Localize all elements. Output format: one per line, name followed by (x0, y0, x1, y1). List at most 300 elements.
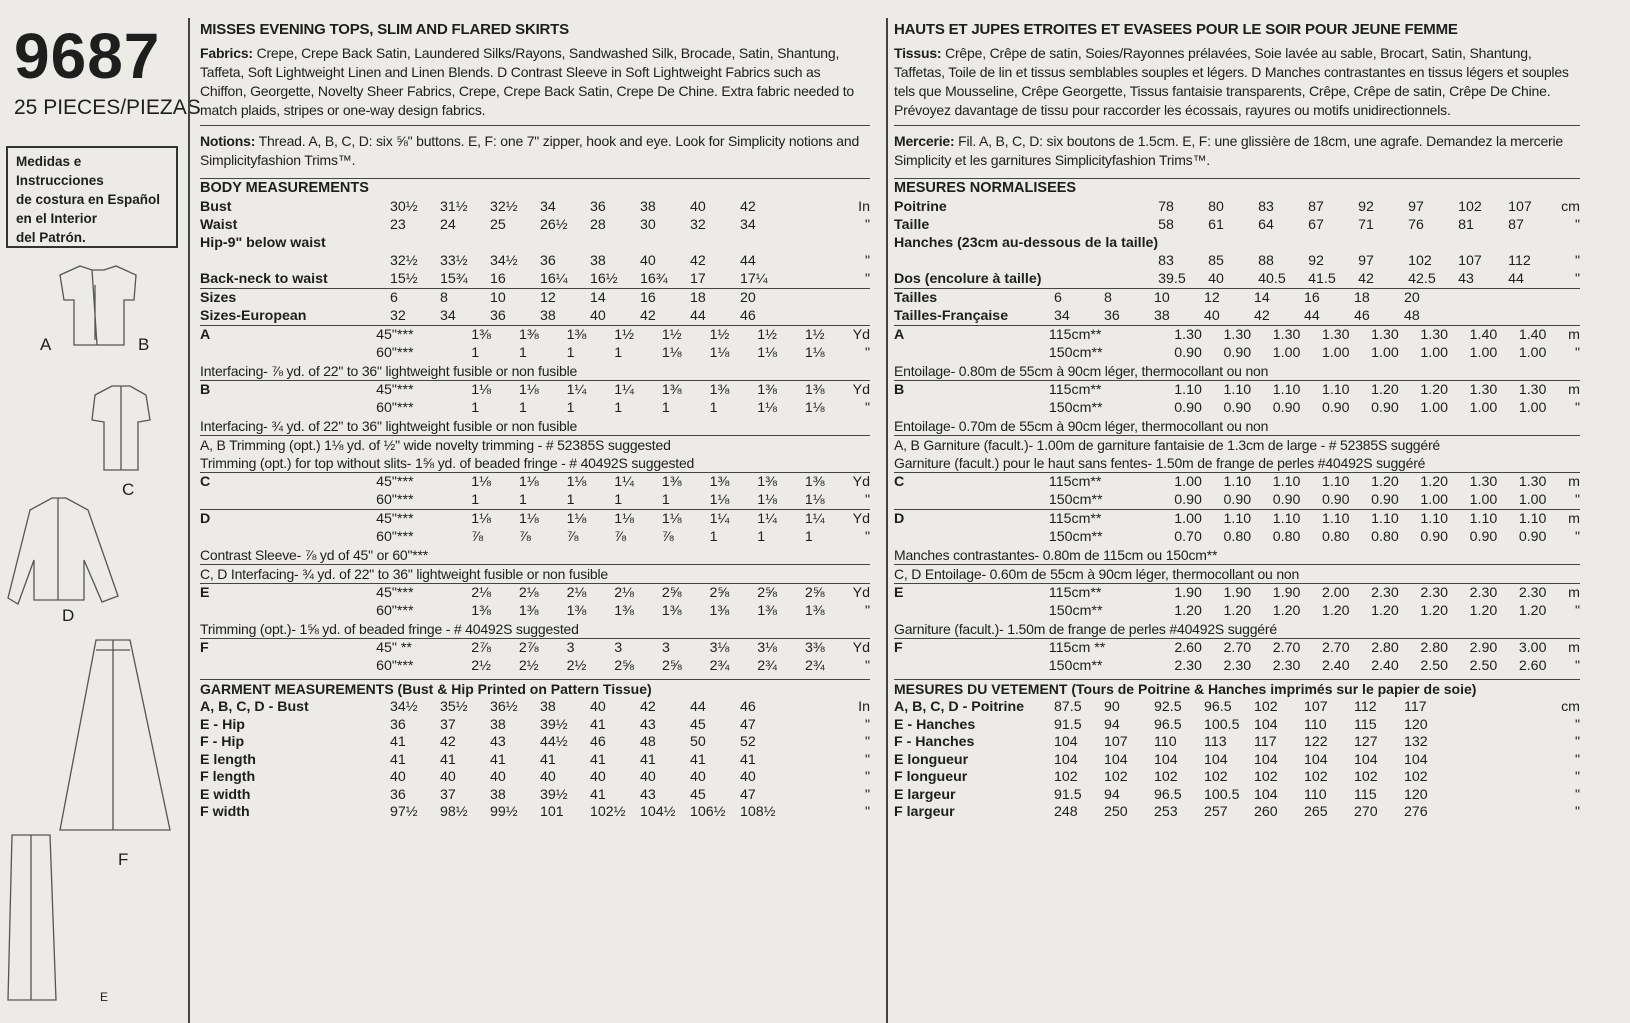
table-cell: 94 (1104, 786, 1120, 803)
table-row (894, 399, 1580, 417)
view-d-illustration (8, 498, 118, 604)
table-cell: 16¼ (540, 271, 568, 287)
row-label: Poitrine (894, 199, 947, 215)
unit-cell: " (1574, 658, 1580, 674)
table-cell: 44 (1508, 271, 1524, 287)
table-cell: 40.5 (1258, 271, 1286, 287)
table-cell: 3 (614, 640, 623, 656)
row-label: F width (200, 804, 250, 820)
table-cell: 1.00 (1518, 345, 1547, 361)
figure-label-b: B (138, 335, 150, 354)
table-cell: 1.20 (1371, 603, 1399, 619)
table-cell: 107 (1104, 734, 1128, 750)
table-cell: 20 (740, 290, 756, 306)
table-cell: 16½ (590, 271, 618, 287)
width-label: 150cm** (1048, 658, 1103, 674)
english-title: MISSES EVENING TOPS, SLIM AND FLARED SKIRTS (200, 21, 569, 38)
unit-cell: In (858, 199, 870, 215)
unit-cell: " (1574, 253, 1580, 269)
table-cell: 0.90 (1272, 492, 1301, 508)
table-cell: 31½ (440, 199, 468, 215)
table-cell: 1.10 (1420, 511, 1449, 527)
table-cell: 1.00 (1469, 345, 1498, 361)
table-cell: 40 (490, 769, 506, 785)
table-cell: 2.50 (1469, 658, 1498, 674)
table-cell: 45 (690, 786, 706, 803)
table-cell: 106½ (690, 804, 726, 820)
pattern-number: 9687 (14, 20, 161, 92)
table-row (200, 584, 870, 603)
table-cell: 1.20 (1518, 603, 1547, 619)
table-cell: 102½ (590, 804, 626, 820)
table-cell: 2⅝ (804, 585, 825, 601)
table-cell: 1.30 (1518, 474, 1547, 490)
table-cell: 113 (1204, 734, 1227, 750)
width-label: 45"*** (376, 474, 414, 490)
table-cell: 34 (740, 217, 756, 233)
table-cell: 18 (1354, 290, 1370, 306)
row-label (200, 344, 376, 362)
table-cell: 6 (390, 290, 398, 306)
table-cell: 1⅛ (804, 345, 825, 361)
table-cell: 112 (1354, 699, 1377, 715)
spanish-line: de costura en Español (16, 192, 161, 207)
table-cell: 2.90 (1469, 640, 1498, 656)
table-cell: 1.40 (1469, 327, 1498, 343)
table-cell: 2⅝ (661, 658, 682, 674)
table-cell: 120 (1404, 716, 1428, 733)
table-cell: 40 (540, 769, 556, 785)
table-cell: 91.5 (1054, 716, 1082, 733)
measurement-table (200, 325, 870, 362)
width-label: 60"*** (376, 492, 414, 508)
figure-label-c: C (122, 480, 135, 499)
unit-cell: " (1574, 769, 1580, 785)
center-divider (886, 18, 888, 1023)
row-label: Bust (200, 199, 232, 215)
table-cell: 1⅛ (471, 511, 492, 527)
table-cell: 2⅝ (614, 658, 634, 674)
table-cell: 43 (490, 734, 506, 750)
table-row (200, 657, 870, 675)
table-cell: ⅞ (661, 529, 674, 545)
table-cell: 265 (1304, 804, 1328, 820)
table-cell: 1.10 (1371, 511, 1399, 527)
unit-cell: " (1574, 529, 1580, 545)
table-cell: 1 (566, 492, 575, 508)
width-label: 150cm** (1048, 529, 1103, 545)
table-cell: 0.80 (1223, 529, 1252, 545)
table-cell: 1⅜ (709, 603, 730, 619)
measurement-table (894, 380, 1580, 417)
row-label (894, 399, 1049, 417)
table-cell: 2⅞ (518, 640, 539, 656)
table-cell: 1 (566, 400, 575, 416)
table-cell: 1⅛ (804, 400, 825, 416)
table-cell (440, 234, 490, 252)
table-cell: 44 (740, 253, 756, 269)
table-cell: 35½ (440, 699, 468, 715)
table-cell: 104 (1104, 751, 1128, 768)
table-row (200, 399, 870, 417)
table-cell: 1⅛ (471, 382, 492, 398)
table-cell: 88 (1258, 253, 1274, 269)
table-cell: 41 (390, 751, 406, 768)
table-cell: 10 (490, 290, 506, 306)
table-cell: 24 (440, 217, 456, 233)
table-cell: 1½ (614, 327, 634, 343)
table-cell: 1⅜ (757, 382, 777, 398)
table-cell: 102 (1204, 769, 1228, 785)
table-cell: 1.10 (1469, 511, 1498, 527)
unit-cell: " (1574, 345, 1580, 361)
table-cell: 34½ (390, 699, 418, 715)
width-label: 115cm ** (1048, 640, 1106, 656)
table-cell: 32 (690, 217, 706, 233)
table-cell: 1⅛ (709, 492, 730, 508)
table-row (200, 787, 870, 805)
table-cell (390, 234, 440, 252)
table-cell: 102 (1354, 769, 1378, 785)
table-cell: 36 (1104, 308, 1120, 324)
table-cell: 83 (1258, 199, 1274, 215)
table-row (200, 639, 870, 658)
table-cell: 12 (1204, 290, 1220, 306)
table-cell: 94 (1104, 716, 1120, 733)
table-cell: 42 (440, 734, 456, 750)
measurement-table (200, 699, 870, 822)
table-cell: 87 (1308, 199, 1324, 215)
table-cell: 0.90 (1469, 529, 1498, 545)
table-cell: 1 (518, 345, 527, 361)
table-cell: 41 (590, 786, 606, 803)
table-cell (490, 234, 540, 252)
row-label (200, 252, 390, 270)
table-cell: 0.90 (1174, 400, 1202, 416)
table-cell: 41 (640, 751, 656, 768)
table-row (894, 752, 1580, 770)
table-cell: 90 (1104, 699, 1120, 715)
yardage-note: Interfacing- ⅞ yd. of 22" to 36" lightweight fusible or non fusible (200, 363, 578, 379)
unit-cell: " (864, 658, 870, 674)
table-row (894, 734, 1580, 752)
table-cell: 0.90 (1371, 492, 1399, 508)
table-cell: 97 (1358, 253, 1374, 269)
table-cell: 0.90 (1174, 345, 1202, 361)
row-label (200, 602, 376, 620)
table-cell: 2.30 (1420, 585, 1449, 601)
table-cell: 41 (440, 751, 456, 768)
table-cell: 1⅛ (757, 400, 777, 416)
table-cell: 52 (740, 734, 756, 750)
unit-cell: m (1568, 474, 1580, 490)
yardage-note: Trimming (opt.)- 1⅝ yd. of beaded fringe - # 40492S suggested (200, 621, 579, 637)
table-cell: 104½ (640, 804, 676, 820)
table-cell: 1¼ (566, 382, 587, 398)
table-cell: 104 (1204, 751, 1228, 768)
table-cell: 1.90 (1223, 585, 1252, 601)
table-cell: 40 (590, 699, 606, 715)
table-cell: 97 (1408, 199, 1424, 215)
pieces-count: 25 PIECES/PIEZAS (14, 96, 201, 119)
table-cell: 1 (709, 529, 718, 545)
yardage-note: Entoilage- 0.70m de 55cm à 90cm léger, thermocollant ou non (894, 418, 1269, 434)
width-label: 150cm** (1048, 400, 1103, 416)
table-cell: 1⅜ (566, 327, 587, 343)
table-cell: 2½ (518, 658, 539, 674)
table-cell: 1.30 (1518, 382, 1547, 398)
table-cell (1308, 234, 1358, 252)
table-row (200, 734, 870, 752)
row-label: F largeur (894, 804, 955, 820)
table-cell: 1 (614, 345, 623, 361)
table-cell: 1⅛ (614, 511, 634, 527)
table-cell: 1.00 (1174, 474, 1202, 490)
unit-cell (1454, 307, 1580, 325)
table-cell: 41 (740, 751, 756, 768)
unit-cell: " (1574, 804, 1580, 820)
table-cell: 2¾ (709, 658, 730, 674)
table-row (200, 473, 870, 492)
table-row (200, 198, 870, 216)
unit-cell (790, 289, 870, 308)
table-cell: 1.00 (1420, 492, 1449, 508)
table-cell: 1.10 (1518, 511, 1547, 527)
unit-cell (1454, 289, 1580, 308)
row-label: E - Hip (200, 716, 245, 733)
spanish-line: del Patrón. (16, 230, 86, 245)
row-label: Tailles (894, 290, 938, 306)
table-cell: 1.00 (1371, 345, 1399, 361)
yardage-note: Garniture (facult.) pour le haut sans fentes- 1.50m de frange de perles #40492S suggéré (894, 455, 1426, 471)
table-cell: 41 (590, 716, 606, 733)
unit-cell: " (1574, 734, 1580, 750)
table-cell (1358, 234, 1408, 252)
table-cell: 1⅛ (518, 511, 539, 527)
unit-cell: " (864, 734, 870, 750)
table-cell: 1.20 (1420, 474, 1449, 490)
row-label (200, 399, 376, 417)
unit-cell: " (1574, 271, 1580, 287)
width-label: 60"*** (376, 400, 414, 416)
table-cell: 1 (757, 529, 766, 545)
row-label (894, 344, 1049, 362)
table-cell: 91.5 (1054, 786, 1082, 803)
table-cell: 120 (1404, 786, 1428, 803)
table-cell: 42 (740, 199, 756, 215)
table-cell: 16 (1304, 290, 1320, 306)
measurement-table (894, 325, 1580, 362)
table-cell: 1⅜ (661, 603, 682, 619)
table-row (894, 602, 1580, 620)
table-cell: 64 (1258, 217, 1274, 233)
unit-cell: Yd (852, 640, 870, 656)
table-row (894, 699, 1580, 717)
table-cell: 1.30 (1321, 327, 1350, 343)
table-cell: 0.90 (1420, 529, 1449, 545)
measurement-table (200, 198, 870, 288)
table-row (200, 381, 870, 400)
unit-cell: m (1568, 511, 1580, 527)
table-cell: 270 (1354, 804, 1378, 820)
yardage-note: C, D Entoilage- 0.60m de 55cm à 90cm léger, thermocollant ou non (894, 564, 1580, 583)
divider (200, 125, 870, 126)
table-cell: 32 (390, 308, 406, 324)
table-cell: 1¼ (804, 511, 825, 527)
table-cell: 46 (740, 308, 756, 324)
table-cell: 1 (566, 345, 575, 361)
table-cell: 0.90 (1174, 492, 1202, 508)
yardage-note: Contrast Sleeve- ⅞ yd of 45" or 60"*** (200, 547, 429, 563)
row-label: F - Hanches (894, 734, 975, 750)
table-cell (740, 234, 790, 252)
table-cell: 99½ (490, 804, 518, 820)
row-label: Hanches (23cm au-dessous de la taille) (894, 235, 1159, 251)
yardage-note: Trimming (opt.) for top without slits- 1⅝ yd. of beaded fringe - # 40492S suggested (200, 455, 695, 471)
table-cell: 2⅝ (709, 585, 730, 601)
unit-cell (1558, 234, 1580, 252)
measurement-table (894, 509, 1580, 546)
table-cell: 102 (1054, 769, 1078, 785)
table-cell: 1.20 (1321, 603, 1350, 619)
table-cell: 1⅜ (757, 603, 777, 619)
table-cell: 85 (1208, 253, 1224, 269)
table-cell: 2⅛ (614, 585, 634, 601)
table-cell: 34½ (490, 253, 518, 269)
row-label: Sizes (200, 290, 237, 306)
table-cell: 1.30 (1420, 327, 1449, 343)
table-cell: 1¼ (614, 382, 634, 398)
table-cell: 43 (640, 716, 656, 733)
table-cell (1458, 234, 1508, 252)
table-cell: 97½ (390, 804, 418, 820)
table-cell: 38 (490, 716, 506, 733)
table-cell: ⅞ (471, 529, 484, 545)
table-cell: 1⅜ (804, 382, 825, 398)
table-row (200, 752, 870, 770)
divider (894, 125, 1580, 126)
french-title: HAUTS ET JUPES ETROITES ET EVASEES POUR LE SOIR POUR JEUNE FEMME (894, 21, 1458, 38)
table-cell: 1⅛ (709, 345, 730, 361)
table-cell: 80 (1208, 199, 1224, 215)
table-cell: 0.90 (1223, 345, 1252, 361)
yardage-note: Garniture (facult.)- 1.50m de frange de perles #40492S suggéré (894, 621, 1277, 637)
table-cell: 12 (540, 290, 556, 306)
table-cell (1508, 234, 1558, 252)
table-cell: 44 (690, 308, 706, 324)
table-cell: 16 (640, 290, 656, 306)
table-cell: 23 (390, 217, 406, 233)
width-label: 60"*** (376, 345, 414, 361)
table-cell: 3.00 (1518, 640, 1547, 656)
unit-cell: " (864, 492, 870, 508)
table-cell: 102 (1254, 769, 1278, 785)
table-cell: 42 (690, 253, 706, 269)
unit-cell: " (1574, 492, 1580, 508)
table-cell: 10 (1154, 290, 1170, 306)
table-cell: 1⅜ (804, 474, 825, 490)
table-cell: 1 (614, 400, 623, 416)
table-row (894, 252, 1580, 270)
table-cell: 2.30 (1518, 585, 1547, 601)
table-cell: 2.30 (1223, 658, 1252, 674)
unit-cell: " (864, 271, 870, 287)
table-row (894, 787, 1580, 805)
view-c-illustration (92, 386, 150, 470)
table-cell: 102 (1104, 769, 1128, 785)
table-row (200, 804, 870, 822)
table-cell (690, 234, 740, 252)
table-cell: 42 (1358, 271, 1374, 287)
table-row (894, 270, 1580, 288)
table-cell: 112 (1508, 253, 1531, 269)
table-cell: 34 (1054, 308, 1070, 324)
unit-cell: " (864, 529, 870, 545)
table-cell: 102 (1408, 253, 1432, 269)
table-cell: 1.10 (1272, 511, 1301, 527)
table-cell: 1⅛ (471, 474, 492, 490)
table-cell: 20 (1404, 290, 1420, 306)
unit-cell: Yd (852, 327, 870, 343)
table-cell: 1½ (661, 327, 682, 343)
unit-cell (790, 234, 870, 252)
width-label: 150cm** (1048, 345, 1103, 361)
table-cell: 1⅜ (614, 603, 634, 619)
table-cell: 16¾ (640, 271, 668, 287)
row-label: E length (200, 751, 256, 768)
row-label: Back-neck to waist (200, 271, 328, 287)
yardage-note: Manches contrastantes- 0.80m de 115cm ou 150cm** (894, 547, 1218, 563)
width-label: 45"*** (376, 585, 414, 601)
table-row (894, 584, 1580, 603)
table-cell: 1.30 (1223, 327, 1252, 343)
table-cell: 1.10 (1321, 511, 1350, 527)
measurement-table (200, 472, 870, 509)
table-row (200, 234, 870, 252)
table-cell: 1.00 (1272, 345, 1301, 361)
row-label: D (200, 511, 211, 527)
width-label: 45" ** (376, 640, 412, 656)
table-cell: 8 (440, 290, 448, 306)
table-cell: 1⅜ (518, 603, 539, 619)
unit-cell: " (1574, 603, 1580, 619)
table-cell: 1.00 (1518, 492, 1547, 508)
table-cell: 110 (1154, 734, 1177, 750)
table-cell: 1¼ (709, 511, 730, 527)
table-row (200, 699, 870, 717)
row-label: D (894, 511, 905, 527)
table-cell (1208, 234, 1258, 252)
table-cell: 36 (540, 253, 556, 269)
unit-cell: m (1568, 640, 1580, 656)
table-cell: 2½ (471, 658, 491, 674)
table-cell: 34 (440, 308, 456, 324)
row-label: B (894, 382, 905, 398)
table-cell: 1 (661, 492, 670, 508)
garment-measurements-title: MESURES DU VETEMENT (Tours de Poitrine & Hanches imprimés sur le papier de soie) (894, 679, 1580, 699)
view-e-illustration (8, 835, 56, 1000)
table-row (200, 252, 870, 270)
measurement-table (894, 288, 1580, 325)
table-cell: 1.90 (1272, 585, 1301, 601)
measurement-table (894, 583, 1580, 620)
table-cell: 41 (390, 734, 406, 750)
unit-cell: " (1574, 217, 1580, 233)
table-cell: 1½ (757, 327, 777, 343)
table-cell: 1.10 (1223, 474, 1252, 490)
view-f-illustration (60, 640, 170, 830)
table-cell: 1 (471, 492, 480, 508)
